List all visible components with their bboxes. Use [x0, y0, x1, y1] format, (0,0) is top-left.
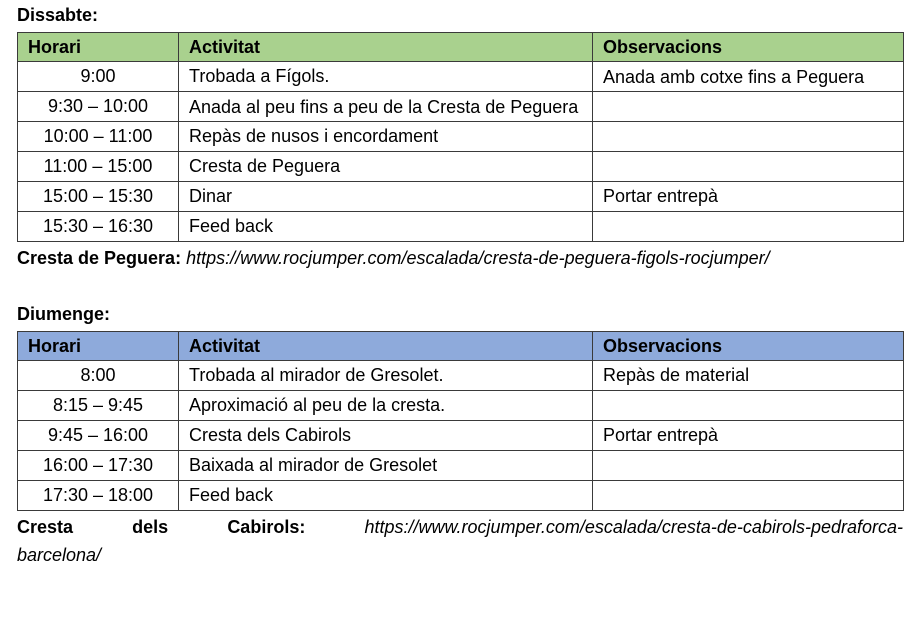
table-row [18, 481, 904, 511]
table-row [18, 122, 904, 152]
time-cell: 9:45 – 16:00 [18, 421, 179, 451]
route-link-url[interactable]: https://www.rocjumper.com/escalada/cresta-de-cabirols-pedraforca- [364, 517, 903, 537]
activity-cell: Repàs de nusos i encordament [179, 122, 593, 152]
route-link-label: Cresta de Peguera: [17, 248, 182, 268]
activity-cell: Feed back [179, 481, 593, 511]
header-activitat: Activitat [179, 33, 593, 62]
table-header-row [18, 332, 904, 361]
sunday-route-link-line [17, 513, 903, 569]
header-observacions: Observacions [593, 332, 904, 361]
time-cell: 15:30 – 16:30 [18, 212, 179, 242]
table-row [18, 421, 904, 451]
notes-cell [593, 391, 904, 421]
route-link-url[interactable]: https://www.rocjumper.com/escalada/cresta-de-peguera-figols-rocjumper/ [186, 248, 770, 268]
table-row [18, 62, 904, 92]
header-observacions: Observacions [593, 33, 904, 62]
activity-cell: Cresta de Peguera [179, 152, 593, 182]
notes-cell [593, 152, 904, 182]
time-cell: 9:30 – 10:00 [18, 92, 179, 122]
table-row [18, 182, 904, 212]
table-row [18, 361, 904, 391]
activity-cell: Trobada al mirador de Gresolet. [179, 361, 593, 391]
saturday-heading: Dissabte: [17, 5, 99, 25]
route-link-url-continuation[interactable]: barcelona/ [17, 545, 102, 565]
document-page [17, 0, 903, 569]
activity-cell: Dinar [179, 182, 593, 212]
time-cell: 8:15 – 9:45 [18, 391, 179, 421]
activity-cell: Feed back [179, 212, 593, 242]
time-cell: 8:00 [18, 361, 179, 391]
notes-cell: Anada amb cotxe fins a Peguera [593, 62, 904, 92]
saturday-route-link-line [17, 244, 903, 272]
table-header-row [18, 33, 904, 62]
notes-cell [593, 481, 904, 511]
activity-cell: Baixada al mirador de Gresolet [179, 451, 593, 481]
time-cell: 10:00 – 11:00 [18, 122, 179, 152]
route-link-label-word: dels [132, 517, 169, 537]
notes-cell: Portar entrepà [593, 182, 904, 212]
header-horari: Horari [18, 33, 179, 62]
notes-cell [593, 212, 904, 242]
sunday-route-link-first-line [17, 513, 903, 541]
time-cell: 9:00 [18, 62, 179, 92]
sunday-schedule-table [17, 331, 904, 511]
notes-cell [593, 92, 904, 122]
table-row [18, 451, 904, 481]
table-row [18, 152, 904, 182]
table-row [18, 212, 904, 242]
time-cell: 17:30 – 18:00 [18, 481, 179, 511]
activity-cell: Aproximació al peu de la cresta. [179, 391, 593, 421]
table-row [18, 92, 904, 122]
activity-cell: Cresta dels Cabirols [179, 421, 593, 451]
sunday-heading: Diumenge: [17, 304, 111, 324]
notes-cell: Repàs de material [593, 361, 904, 391]
notes-cell [593, 451, 904, 481]
route-link-label-word: Cresta [17, 517, 74, 537]
time-cell: 16:00 – 17:30 [18, 451, 179, 481]
header-horari: Horari [18, 332, 179, 361]
header-activitat: Activitat [179, 332, 593, 361]
saturday-schedule-table [17, 32, 904, 242]
route-link-label-word: Cabirols: [227, 517, 306, 537]
activity-cell: Anada al peu fins a peu de la Cresta de Peguera [179, 92, 593, 122]
time-cell: 11:00 – 15:00 [18, 152, 179, 182]
activity-cell: Trobada a Fígols. [179, 62, 593, 92]
table-row [18, 391, 904, 421]
time-cell: 15:00 – 15:30 [18, 182, 179, 212]
notes-cell: Portar entrepà [593, 421, 904, 451]
notes-cell [593, 122, 904, 152]
